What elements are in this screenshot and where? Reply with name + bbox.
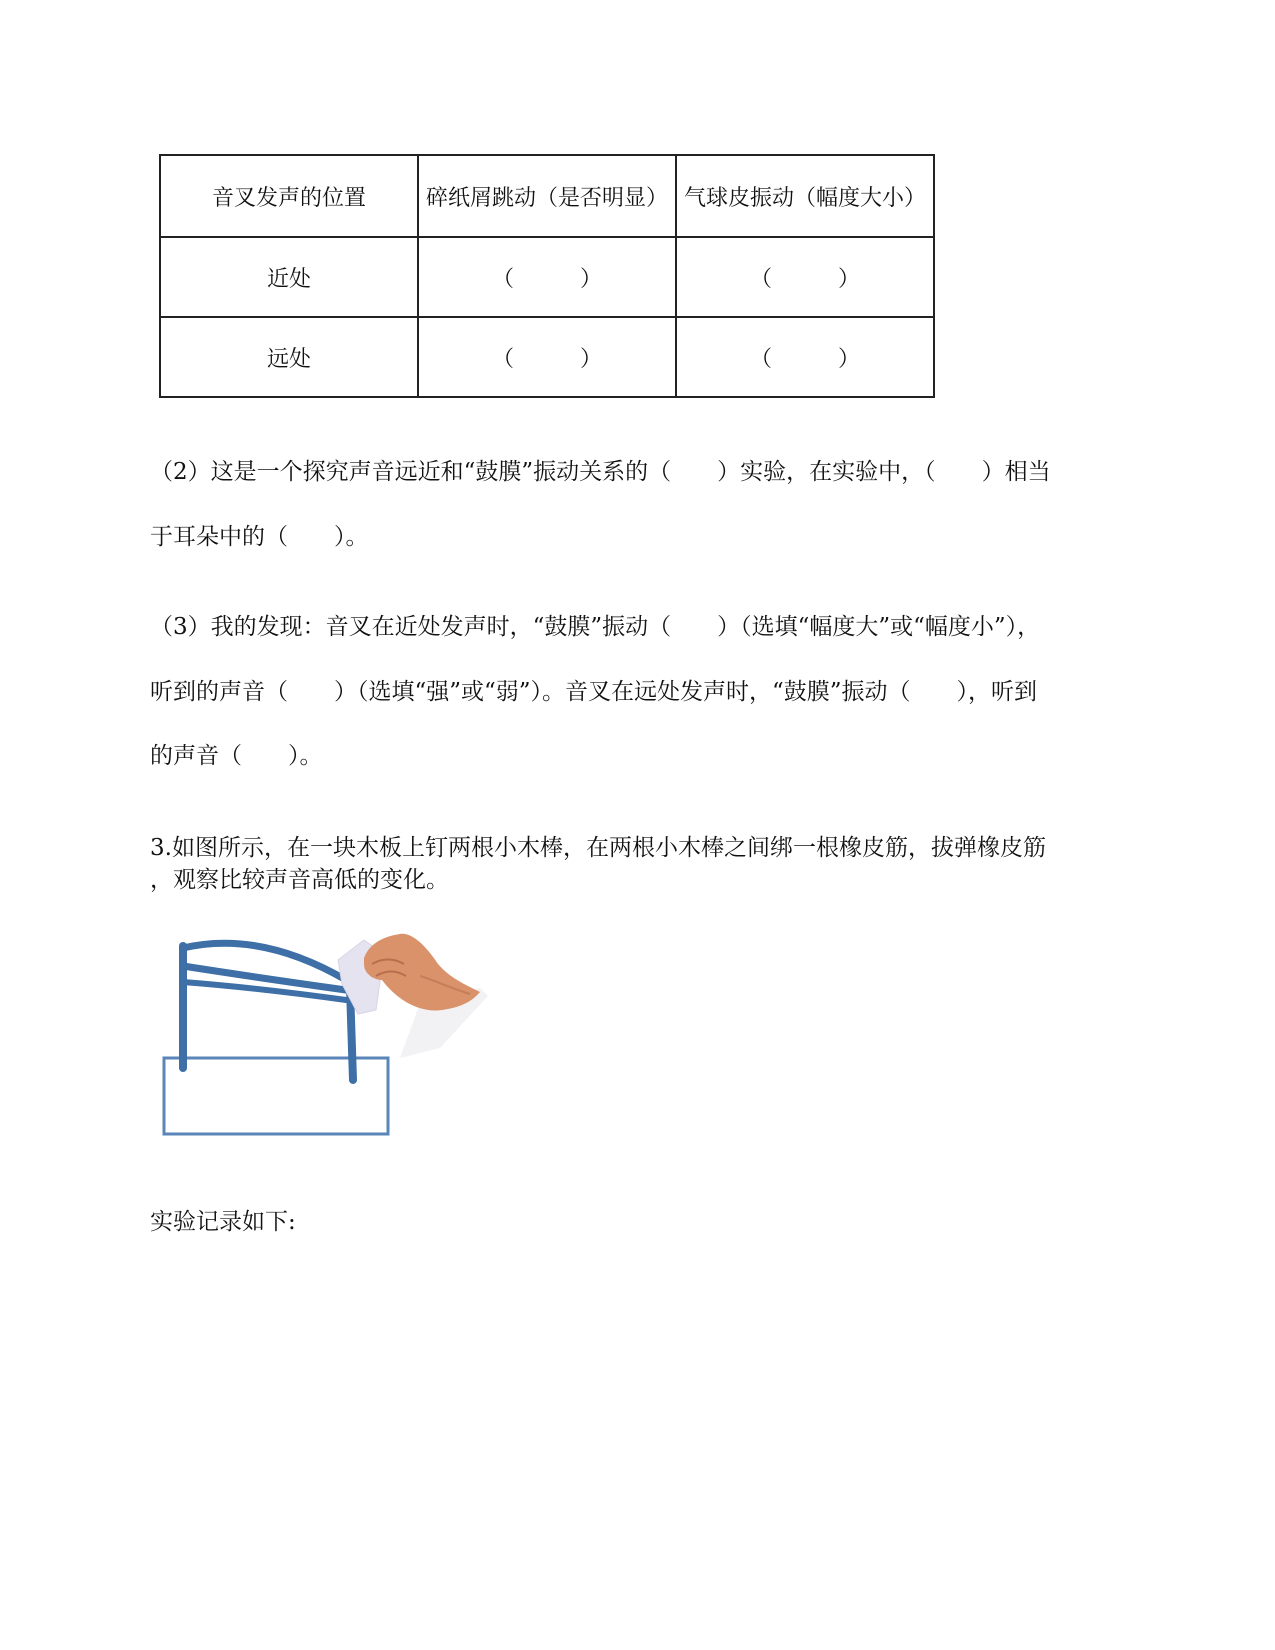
answer-blank [676,237,934,317]
open-paren: （ [750,266,773,292]
open-paren: （ [492,346,515,372]
table-row-label: 近处 [160,237,418,317]
table-row-label: 远处 [160,317,418,397]
question-2-line-1: （2）这是一个探究声音远近和“鼓膜”振动关系的（ ）实验，在实验中，（ ）相当 [150,459,1051,485]
experiment-table [159,154,935,398]
question-2-line-2: 于耳朵中的（ ）。 [150,524,369,550]
rubber-band-top [183,943,346,980]
rubber-band-board-figure [150,918,490,1138]
answer-blank [418,317,676,397]
question-3-line-1: （3）我的发现：音叉在近处发声时，“鼓膜”振动（ ）（选填“幅度大”或“幅度小”）， [150,614,1041,640]
table-header-row [160,155,934,237]
table-row [160,237,934,317]
question-3-line-3: 的声音（ ）。 [150,743,323,769]
close-paren: ） [579,266,602,292]
hand-icon [338,934,488,1058]
open-paren: （ [750,346,773,372]
close-paren: ） [837,346,860,372]
table-row [160,317,934,397]
question-3-line-2: 听到的声音（ ）（选填“强”或“弱”）。音叉在远处发声时，“鼓膜”振动（ ），听到 [150,679,1038,705]
table-header-cell: 碎纸屑跳动（是否明显） [418,155,676,237]
record-label: 实验记录如下: [150,1209,296,1235]
table-header-cell: 气球皮振动（幅度大小） [676,155,934,237]
problem-3-line-2: ，观察比较声音高低的变化。 [150,867,449,893]
problem-3-line-1: 3.如图所示，在一块木板上钉两根小木棒，在两根小木棒之间绑一根橡皮筋，拔弹橡皮筋 [150,835,1046,861]
answer-blank [676,317,934,397]
open-paren: （ [492,266,515,292]
close-paren: ） [579,346,602,372]
close-paren: ） [837,266,860,292]
table-header-cell: 音叉发声的位置 [160,155,418,237]
answer-blank [418,237,676,317]
